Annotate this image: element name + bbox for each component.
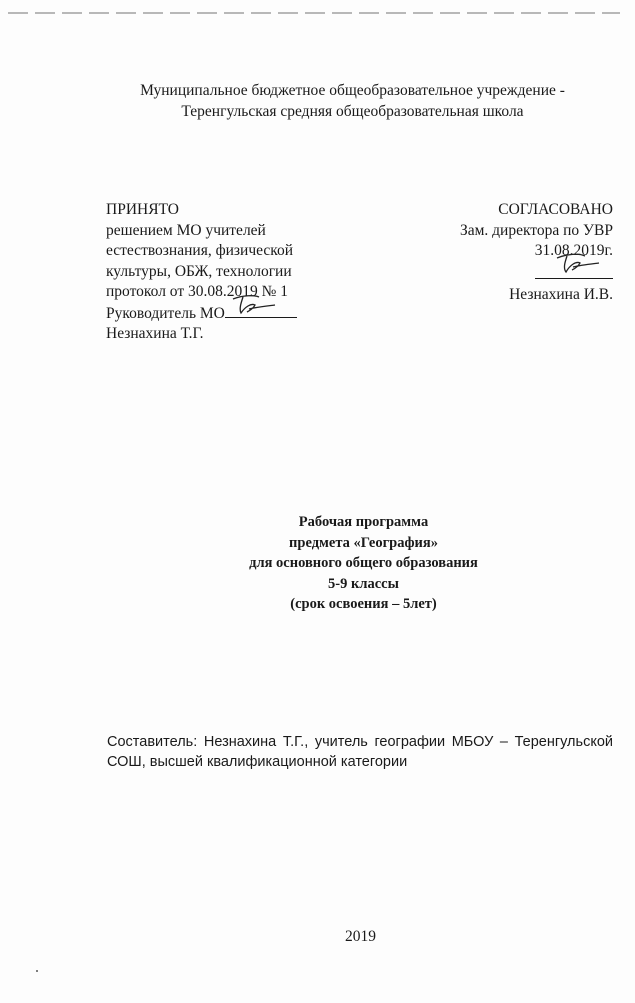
signature-line — [535, 262, 613, 279]
approved-title: СОГЛАСОВАНО — [498, 201, 613, 218]
document-year: 2019 — [345, 928, 376, 945]
program-line-3: для основного общего образования — [249, 555, 478, 571]
header-line-1: Муниципальное бюджетное общеобразовательное учреждение - — [140, 82, 565, 99]
scan-border-line — [8, 12, 620, 14]
approved-position: Зам. директора по УВР — [459, 221, 613, 239]
program-line-2: предмета «География» — [289, 534, 438, 551]
approved-date: 31.08.2019г. — [534, 242, 613, 259]
program-line-4: 5-9 классы — [328, 575, 399, 592]
accepted-line-2: естествознания, физической — [106, 242, 294, 259]
school-header — [0, 80, 635, 122]
accepted-head-row — [106, 303, 316, 325]
accepted-block — [106, 200, 316, 345]
author-statement: Составитель: Незнахина Т.Г., учитель географии МБОУ – Теренгульской СОШ, высшей квалификационной категории — [107, 734, 613, 770]
accepted-line-3: культуры, ОБЖ, технологии — [106, 262, 292, 280]
accepted-line-1: решением МО учителей — [106, 221, 266, 239]
accepted-title: ПРИНЯТО — [106, 201, 179, 218]
header-line-2: Теренгульская средняя общеобразовательная школа — [181, 103, 524, 120]
handwritten-signature — [229, 293, 279, 317]
approved-signature-row — [413, 262, 613, 286]
handwritten-signature — [551, 250, 601, 274]
program-line-5: (срок освоения – 5лет) — [290, 596, 437, 612]
approved-block — [413, 200, 613, 306]
program-line-1: Рабочая программа — [298, 514, 429, 530]
program-title — [0, 512, 635, 615]
accepted-head-label: Руководитель МО — [106, 304, 225, 322]
approved-name: Незнахина И.В. — [509, 286, 613, 303]
accepted-head-name: Незнахина Т.Г. — [106, 325, 204, 342]
accepted-protocol: протокол от 30.08.2019 № 1 — [106, 283, 289, 300]
scan-speck — [36, 970, 38, 972]
signature-line — [225, 303, 297, 318]
